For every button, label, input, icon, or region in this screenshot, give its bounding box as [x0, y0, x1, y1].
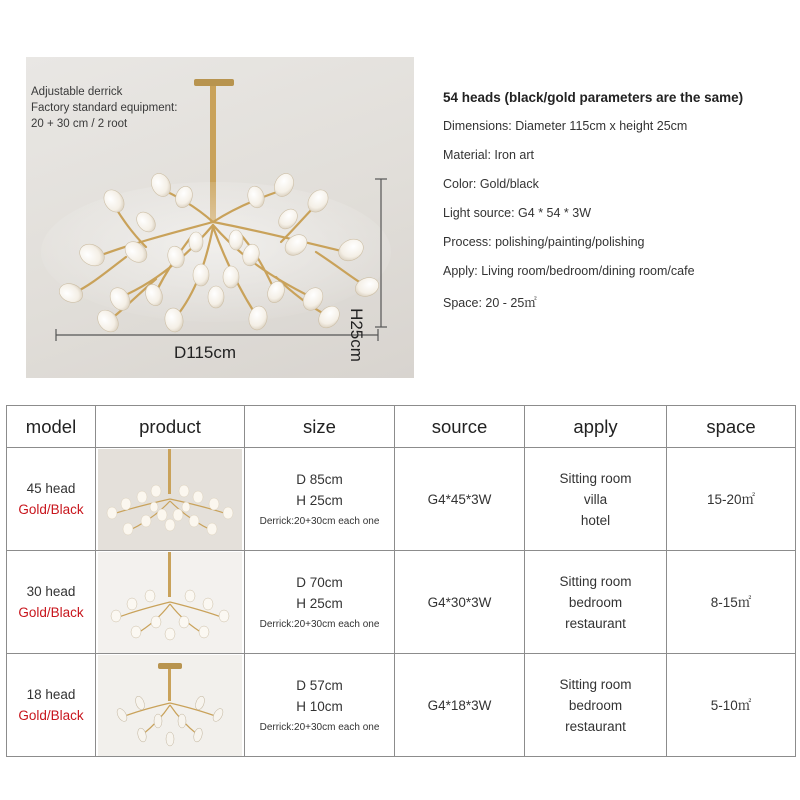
model-cell: [7, 551, 96, 654]
product-thumbnail-45-head: [98, 449, 242, 550]
size-derrick: Derrick:20+30cm each one: [259, 516, 380, 527]
apply-item: Sitting room: [559, 470, 632, 486]
hero-product-photo: [26, 57, 414, 378]
size-height: H 25cm: [296, 596, 343, 611]
model-cell: [7, 654, 96, 757]
table-row: [7, 654, 796, 757]
size-diameter: D 85cm: [296, 472, 343, 487]
derrick-note-line: Factory standard equipment:: [31, 102, 178, 114]
header-model: model: [7, 406, 96, 448]
header-apply: apply: [525, 406, 667, 448]
size-cell: [245, 551, 395, 654]
size-cell: [245, 654, 395, 757]
model-color: Gold/Black: [18, 605, 84, 620]
space-cell: 5-10㎡: [667, 654, 796, 757]
apply-item: villa: [583, 491, 608, 507]
spec-dimensions: Dimensions: Diameter 115cm x height 25cm: [443, 119, 688, 133]
apply-item: Sitting room: [559, 676, 632, 692]
height-label: H25cm: [347, 308, 366, 362]
source-cell: G4*30*3W: [395, 551, 525, 654]
spec-heading: 54 heads (black/gold parameters are the same): [443, 90, 744, 105]
spec-material: Material: Iron art: [443, 148, 535, 162]
product-image-cell: [96, 654, 245, 757]
apply-item: Sitting room: [559, 573, 632, 589]
derrick-note-line: Adjustable derrick: [31, 86, 123, 98]
apply-item: bedroom: [568, 594, 623, 610]
size-cell: [245, 448, 395, 551]
apply-item: restaurant: [565, 615, 626, 631]
size-derrick: Derrick:20+30cm each one: [259, 722, 380, 733]
spec-color: Color: Gold/black: [443, 177, 539, 191]
header-space: space: [667, 406, 796, 448]
size-derrick: Derrick:20+30cm each one: [259, 619, 380, 630]
table-row: [7, 551, 796, 654]
spec-process: Process: polishing/painting/polishing: [443, 235, 645, 249]
model-cell: [7, 448, 96, 551]
size-height: H 25cm: [296, 493, 343, 508]
product-image-cell: [96, 448, 245, 551]
size-height: H 10cm: [296, 699, 343, 714]
derrick-notes: [31, 84, 231, 132]
apply-item: bedroom: [568, 697, 623, 713]
derrick-note-line: 20 + 30 cm / 2 root: [31, 118, 128, 130]
space-cell: 15-20㎡: [667, 448, 796, 551]
size-diameter: D 57cm: [296, 678, 343, 693]
table-row: [7, 448, 796, 551]
model-color: Gold/Black: [18, 502, 84, 517]
model-name: 45 head: [26, 481, 76, 496]
apply-cell: [525, 448, 667, 551]
model-comparison-table: [6, 405, 796, 757]
model-color: Gold/Black: [18, 708, 84, 723]
apply-item: restaurant: [565, 718, 626, 734]
size-diameter: D 70cm: [296, 575, 343, 590]
product-thumbnail-30-head: [98, 552, 242, 653]
header-size: size: [245, 406, 395, 448]
table-header-row: [7, 406, 796, 448]
apply-cell: [525, 551, 667, 654]
spec-list: [443, 90, 795, 322]
spec-light-source: Light source: G4 * 54 * 3W: [443, 206, 591, 220]
source-cell: G4*45*3W: [395, 448, 525, 551]
spec-space: Space: 20 - 25㎡: [443, 296, 537, 310]
header-product: product: [96, 406, 245, 448]
product-image-cell: [96, 551, 245, 654]
header-source: source: [395, 406, 525, 448]
apply-cell: [525, 654, 667, 757]
model-name: 30 head: [26, 584, 76, 599]
product-thumbnail-18-head: [98, 655, 242, 756]
apply-item: hotel: [580, 512, 611, 528]
model-name: 18 head: [26, 687, 76, 702]
space-cell: 8-15㎡: [667, 551, 796, 654]
diameter-label: D115cm: [174, 343, 237, 362]
spec-apply: Apply: Living room/bedroom/dining room/cafe: [443, 264, 695, 278]
source-cell: G4*18*3W: [395, 654, 525, 757]
